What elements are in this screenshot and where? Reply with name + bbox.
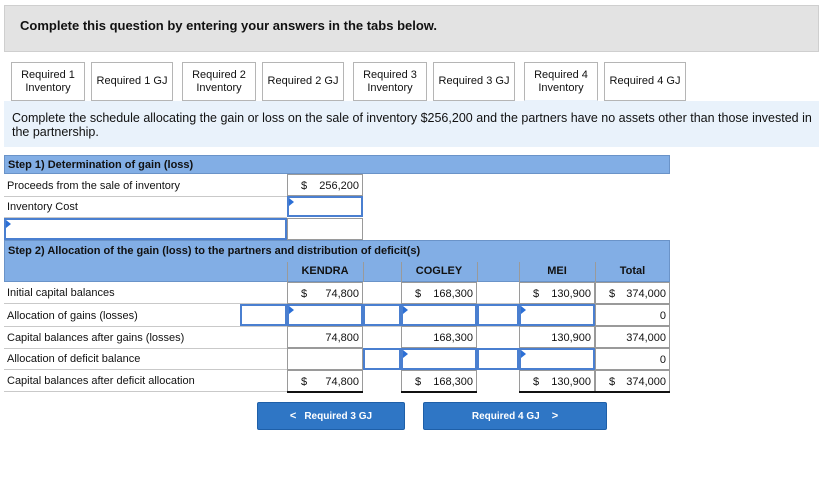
tab-required-4-gj[interactable]	[604, 62, 686, 101]
after-gains-cogley-value: 168,300	[433, 332, 473, 344]
divider	[287, 262, 288, 282]
instruction-text: Complete the schedule allocating the gain or loss on the sale of inventory $256,200 and the partners have no assets other than those invested in the partnership.	[4, 101, 819, 147]
row-label-after-deficit: Capital balances after deficit allocation	[7, 375, 195, 387]
tab-label: Required 3 GJ	[438, 75, 510, 87]
tab-label: Inventory	[538, 81, 584, 94]
dollar-sign: $	[415, 376, 422, 388]
after-deficit-cogley-value: 168,300	[433, 376, 473, 388]
prev-button-label: Required 3 GJ	[304, 410, 373, 422]
input-marker-icon	[289, 198, 294, 206]
input-marker-icon	[521, 306, 526, 314]
initial-total-value: 374,000	[626, 288, 666, 300]
alloc-gains-spacer2-input[interactable]	[363, 304, 401, 326]
inventory-cost-label: Inventory Cost	[7, 201, 78, 213]
dollar-sign: $	[301, 180, 308, 192]
initial-kendra-value: 74,800	[325, 288, 359, 300]
input-marker-icon	[521, 350, 526, 358]
after-gains-kendra-cell	[287, 326, 363, 348]
row-label-initial: Initial capital balances	[7, 287, 115, 299]
tab-label: Inventory	[25, 81, 71, 94]
input-marker-icon	[403, 350, 408, 358]
column-header-total: Total	[619, 265, 646, 277]
alloc-gains-total-cell	[595, 304, 670, 326]
initial-mei-value: 130,900	[551, 288, 591, 300]
after-gains-mei-value: 130,900	[551, 332, 591, 344]
double-underline	[401, 391, 477, 393]
chevron-left-icon: <	[289, 410, 297, 422]
row-label-alloc-deficit: Allocation of deficit balance	[7, 353, 141, 365]
alloc-deficit-total-cell	[595, 348, 670, 370]
column-header-cogley: COGLEY	[415, 265, 463, 277]
dollar-sign: $	[609, 376, 616, 388]
after-deficit-mei-value: 130,900	[551, 376, 591, 388]
input-marker-icon	[289, 306, 294, 314]
column-header-mei: MEI	[547, 265, 567, 277]
step2-heading: Step 2) Allocation of the gain (loss) to the partners and distribution of deficit(s)	[8, 245, 421, 257]
dollar-sign: $	[609, 288, 616, 300]
after-deficit-kendra-cell	[287, 370, 363, 392]
initial-kendra-cell	[287, 282, 363, 304]
alloc-gains-spacer3-input[interactable]	[477, 304, 519, 326]
tab-label: Inventory	[367, 81, 413, 94]
divider	[401, 262, 402, 282]
alloc-deficit-total-value: 0	[659, 354, 666, 366]
initial-mei-cell	[519, 282, 595, 304]
tab-label: Inventory	[196, 81, 242, 94]
alloc-gains-mei-input[interactable]	[519, 304, 595, 326]
divider	[595, 262, 596, 282]
alloc-deficit-spacer-input[interactable]	[363, 348, 401, 370]
tab-label: Required 4	[534, 68, 588, 81]
alloc-gains-kendra-input[interactable]	[287, 304, 363, 326]
alloc-deficit-kendra-cell	[287, 348, 363, 370]
prev-required-3-gj-button[interactable]	[257, 402, 405, 430]
divider	[4, 391, 287, 392]
after-deficit-cogley-cell	[401, 370, 477, 392]
tab-label: Required 4 GJ	[609, 75, 681, 87]
proceeds-label: Proceeds from the sale of inventory	[7, 180, 181, 192]
alloc-gains-spacer-input[interactable]	[240, 304, 287, 326]
row-label-alloc-gains: Allocation of gains (losses)	[7, 310, 138, 322]
tab-label: Required 2 GJ	[267, 75, 339, 87]
after-gains-total-value: 374,000	[626, 332, 666, 344]
chevron-right-icon: >	[551, 410, 559, 422]
tab-required-1-inventory[interactable]	[11, 62, 85, 101]
question-title: Complete this question by entering your answers in the tabs below.	[20, 18, 438, 33]
divider	[4, 196, 287, 197]
tab-required-4-inventory[interactable]	[524, 62, 598, 101]
alloc-deficit-mei-input[interactable]	[519, 348, 595, 370]
next-button-label: Required 4 GJ	[471, 410, 540, 422]
after-gains-kendra-value: 74,800	[325, 332, 359, 344]
after-deficit-kendra-value: 74,800	[325, 376, 359, 388]
tab-required-3-inventory[interactable]	[353, 62, 427, 101]
after-gains-cogley-cell	[401, 326, 477, 348]
initial-cogley-value: 168,300	[433, 288, 473, 300]
proceeds-value: 256,200	[319, 180, 359, 192]
divider	[363, 262, 364, 282]
double-underline	[519, 391, 595, 393]
input-marker-icon	[403, 306, 408, 314]
gain-loss-value-cell[interactable]	[287, 218, 363, 240]
alloc-gains-total-value: 0	[659, 310, 666, 322]
inventory-cost-input[interactable]	[287, 196, 363, 217]
tab-label: Required 3	[363, 68, 417, 81]
initial-cogley-cell	[401, 282, 477, 304]
after-deficit-total-value: 374,000	[626, 376, 666, 388]
tab-required-2-inventory[interactable]	[182, 62, 256, 101]
gain-loss-label-input[interactable]	[4, 218, 287, 240]
question-header	[4, 5, 819, 52]
divider	[519, 262, 520, 282]
after-gains-mei-cell	[519, 326, 595, 348]
double-underline	[595, 391, 670, 393]
tab-required-1-gj[interactable]	[91, 62, 173, 101]
tab-label: Required 1 GJ	[96, 75, 168, 87]
step1-heading: Step 1) Determination of gain (loss)	[8, 159, 194, 171]
alloc-gains-cogley-input[interactable]	[401, 304, 477, 326]
initial-total-cell	[595, 282, 670, 304]
alloc-deficit-spacer2-input[interactable]	[477, 348, 519, 370]
tab-label: Required 2	[192, 68, 246, 81]
dollar-sign: $	[301, 288, 308, 300]
after-deficit-total-cell	[595, 370, 670, 392]
proceeds-cell	[287, 174, 363, 196]
column-header-kendra: KENDRA	[301, 265, 349, 277]
dollar-sign: $	[533, 288, 540, 300]
input-marker-icon	[6, 220, 11, 228]
dollar-sign: $	[301, 376, 308, 388]
tab-required-2-gj[interactable]	[262, 62, 344, 101]
double-underline	[287, 391, 363, 393]
tab-required-3-gj[interactable]	[433, 62, 515, 101]
tab-label: Required 1	[21, 68, 75, 81]
after-deficit-mei-cell	[519, 370, 595, 392]
dollar-sign: $	[415, 288, 422, 300]
alloc-deficit-cogley-input[interactable]	[401, 348, 477, 370]
after-gains-total-cell	[595, 326, 670, 348]
dollar-sign: $	[533, 376, 540, 388]
row-label-after-gains: Capital balances after gains (losses)	[7, 332, 185, 344]
next-required-4-gj-button[interactable]	[423, 402, 607, 430]
divider	[477, 262, 478, 282]
step1-heading-bar	[4, 155, 670, 174]
